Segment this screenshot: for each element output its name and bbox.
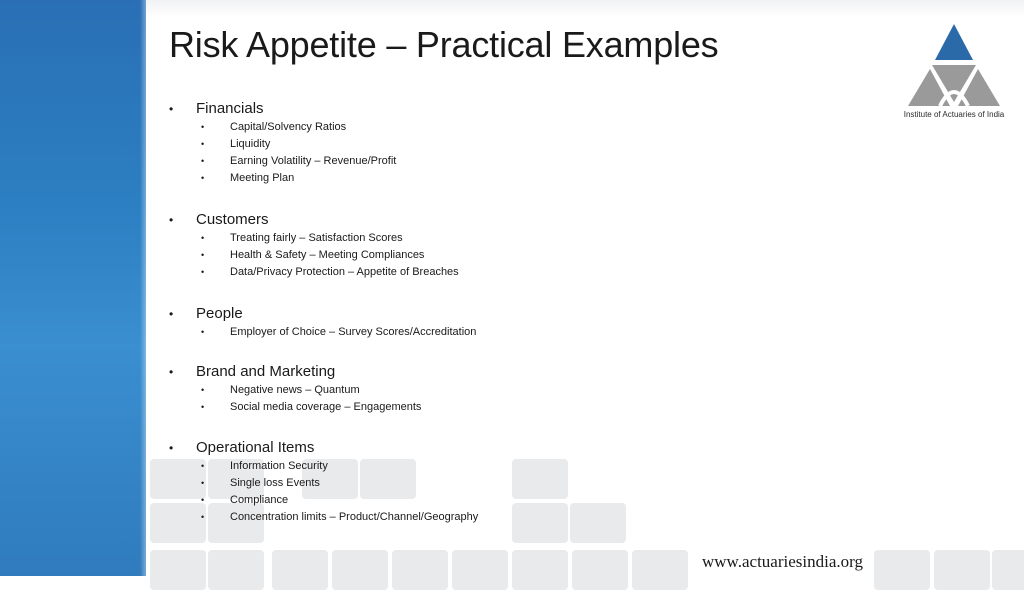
bullet-glyph: • [169,441,174,455]
sub-bullet-text: Information Security [230,460,328,472]
bullet-glyph: • [201,461,205,471]
heading-text: Financials [196,100,264,117]
heading-text: Brand and Marketing [196,363,336,380]
decor-tile [392,550,448,590]
bullet-glyph: • [169,307,174,321]
sub-bullet [169,458,869,475]
sub-bullet [169,264,869,281]
decor-tile [512,550,568,590]
institute-logo-icon [902,22,1006,124]
bullet-heading [169,210,869,230]
heading-text: Customers [196,211,269,228]
sub-bullet-text: Meeting Plan [230,172,295,184]
sub-bullet-text: Earning Volatility – Revenue/Profit [230,155,397,167]
sub-bullet [169,382,869,399]
decor-tile [150,550,206,590]
bullet-glyph: • [201,173,205,183]
sub-bullet-text: Negative news – Quantum [230,384,360,396]
top-edge-shade [146,0,1024,18]
sub-bullet-text: Treating fairly – Satisfaction Scores [230,232,403,244]
bullet-glyph: • [201,385,205,395]
sub-bullet-text: Single loss Events [230,477,320,489]
slide-title: Risk Appetite – Practical Examples [169,24,719,65]
bullet-glyph: • [201,478,205,488]
sub-bullet-text: Capital/Solvency Ratios [230,121,347,133]
sub-bullet [169,247,869,264]
bullet-group-financials [169,99,869,187]
sub-bullet-text: Data/Privacy Protection – Appetite of Breaches [230,266,459,278]
bullet-glyph: • [201,250,205,260]
bullet-list [169,99,869,526]
sub-bullet-text: Health & Safety – Meeting Compliances [230,249,425,261]
heading-text: People [196,305,243,322]
bullet-glyph: • [201,156,205,166]
bullet-glyph: • [169,102,174,116]
bullet-glyph: • [201,402,205,412]
bullet-group-people [169,304,869,341]
sub-bullet [169,230,869,247]
bullet-group-operational-items [169,438,869,526]
bullet-heading [169,99,869,119]
heading-text: Operational Items [196,439,315,456]
sub-bullet-text: Social media coverage – Engagements [230,401,422,413]
decor-tile [572,550,628,590]
sub-bullet [169,170,869,187]
bullet-glyph: • [201,495,205,505]
sub-bullet [169,509,869,526]
sub-bullet-text: Compliance [230,494,289,506]
decor-tile [208,550,264,590]
bullet-heading [169,304,869,324]
bullet-heading [169,438,869,458]
bullet-glyph: • [201,122,205,132]
decor-tile [934,550,990,590]
sub-bullet [169,324,869,341]
left-blue-band [0,0,146,576]
sub-bullet [169,136,869,153]
bullet-glyph: • [201,233,205,243]
sub-bullet [169,399,869,416]
sub-bullet [169,492,869,509]
sub-bullet-text: Employer of Choice – Survey Scores/Accreditation [230,326,477,338]
decor-tile [992,550,1024,590]
bullet-glyph: • [201,267,205,277]
sub-bullet [169,119,869,136]
bullet-heading [169,362,869,382]
bullet-glyph: • [201,512,205,522]
footer-website-url: www.actuariesindia.org [702,552,863,571]
decor-tile [332,550,388,590]
decor-tile [452,550,508,590]
bullet-glyph: • [169,213,174,227]
bullet-group-brand-marketing [169,362,869,416]
decor-tile [874,550,930,590]
decor-tile [272,550,328,590]
sub-bullet-text: Concentration limits – Product/Channel/Geography [230,511,479,523]
sub-bullet-text: Liquidity [230,138,271,150]
decor-tile [632,550,688,590]
logo-top-triangle [935,24,973,60]
bullet-group-customers [169,210,869,281]
bullet-glyph: • [201,139,205,149]
sub-bullet [169,153,869,170]
bullet-glyph: • [201,327,205,337]
bullet-glyph: • [169,365,174,379]
sub-bullet [169,475,869,492]
logo-caption: Institute of Actuaries of India [903,110,1005,119]
